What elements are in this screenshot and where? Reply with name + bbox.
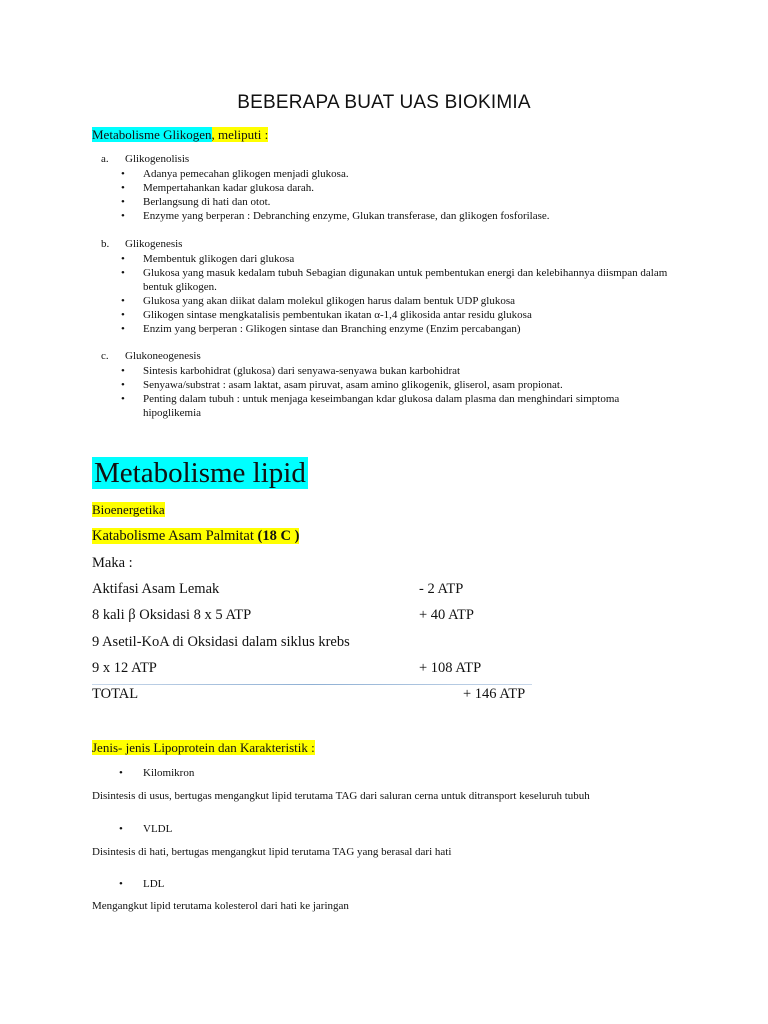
lipoprotein-type: • LDL — [119, 878, 165, 890]
lipid-heading: Metabolisme lipid — [94, 457, 306, 489]
list-item: • Enzyme yang berperan : Debranching enzyme, Glukan transferase, dan glikogen fosforilase. — [121, 210, 550, 222]
lipoprotein-heading: Jenis- jenis Lipoprotein dan Karakteristik : — [92, 740, 315, 755]
lipoprotein-desc: Mengangkut lipid terutama kolesterol dari hati ke jaringan — [92, 900, 349, 912]
section-c-heading: c. Glukoneogenesis — [101, 350, 201, 362]
bioenergetika-label: Bioenergetika — [92, 502, 165, 517]
glikogen-heading — [92, 127, 268, 143]
katabolisme-heading: Katabolisme Asam Palmitat (18 C ) — [92, 528, 300, 544]
lipoprotein-desc: Disintesis di hati, bertugas mengangkut lipid terutama TAG yang berasal dari hati — [92, 846, 452, 858]
section-c-list — [119, 364, 649, 420]
list-item: • Senyawa/substrat : asam laktat, asam piruvat, asam amino glikogenik, gliserol, asam propionat. — [121, 379, 563, 391]
maka-label: Maka : — [92, 555, 133, 571]
calc-row-value: + 108 ATP — [419, 660, 482, 676]
calc-row-value: - 2 ATP — [419, 581, 464, 597]
calc-row-label: Aktifasi Asam Lemak — [92, 581, 220, 597]
calc-row-label: 9 Asetil-KoA di Oksidasi dalam siklus krebs — [92, 634, 350, 650]
section-a-heading: a. Glikogenolisis — [101, 153, 190, 165]
glikogen-heading-main: Metabolisme Glikogen — [92, 127, 212, 142]
list-item: • Glukosa yang masuk kedalam tubuh Sebagian digunakan untuk pembentukan energi dan kelebihannya diismpan dalam bentuk glikogen. — [121, 267, 668, 293]
total-value: + 146 ATP — [463, 686, 526, 702]
calc-row-label: 8 kali β Oksidasi 8 x 5 ATP — [92, 607, 252, 623]
document-title: BEBERAPA BUAT UAS BIOKIMIA — [237, 92, 531, 113]
list-item: • Glukosa yang akan diikat dalam molekul glikogen harus dalam bentuk UDP glukosa — [121, 295, 515, 307]
list-item: • Mempertahankan kadar glukosa darah. — [121, 182, 315, 194]
lipoprotein-desc: Disintesis di usus, bertugas mengangkut lipid terutama TAG dari saluran cerna untuk ditransport keseluruh tubuh — [92, 790, 590, 802]
glikogen-heading-suffix: , meliputi : — [211, 127, 269, 142]
calc-row-value: + 40 ATP — [419, 607, 474, 623]
total-divider — [92, 684, 532, 685]
list-item: • Enzim yang berperan : Glikogen sintase dan Branching enzyme (Enzim percabangan) — [121, 323, 521, 335]
section-b-heading: b. Glikogenesis — [101, 238, 183, 250]
list-item: • Membentuk glikogen dari glukosa — [121, 253, 295, 265]
total-label: TOTAL — [92, 686, 139, 702]
list-item: • Berlangsung di hati dan otot. — [121, 196, 271, 208]
list-item: • Glikogen sintase mengkatalisis pembentukan ikatan α-1,4 glikosida antar residu glukosa — [121, 309, 532, 321]
list-item: • Adanya pemecahan glikogen menjadi glukosa. — [121, 168, 349, 180]
lipoprotein-type: • VLDL — [119, 823, 173, 835]
section-a-list — [119, 167, 679, 223]
section-b-list — [119, 252, 669, 336]
lipoprotein-type: • Kilomikron — [119, 767, 195, 779]
list-item: • Penting dalam tubuh : untuk menjaga keseimbangan kdar glukosa dalam plasma dan menghindari simptoma hipoglikemia — [121, 393, 620, 419]
list-item: • Sintesis karbohidrat (glukosa) dari senyawa-senyawa bukan karbohidrat — [121, 365, 461, 377]
calc-row-label: 9 x 12 ATP — [92, 660, 157, 676]
